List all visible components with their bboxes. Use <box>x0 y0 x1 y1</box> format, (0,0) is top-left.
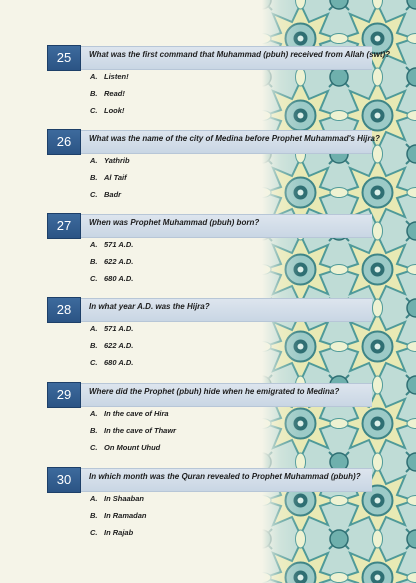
option-b: B. Al Taif <box>90 173 127 182</box>
option-a: A. In Shaaban <box>90 494 145 503</box>
option-b: B. 622 A.D. <box>90 341 134 350</box>
question-text: In what year A.D. was the Hijra? <box>89 302 210 311</box>
question-text: What was the name of the city of Medina before Prophet Muhammad's Hijra? <box>89 134 380 143</box>
option-b: B. Read! <box>90 89 125 98</box>
question-text: When was Prophet Muhammad (pbuh) born? <box>89 218 260 227</box>
option-b: B. In Ramadan <box>90 511 147 520</box>
question-text: In which month was the Quran revealed to Prophet Muhammad (pbuh)? <box>89 472 361 481</box>
option-c: C. In Rajab <box>90 528 134 537</box>
question-number: 30 <box>47 467 81 493</box>
question-number: 29 <box>47 382 81 408</box>
option-b: B. 622 A.D. <box>90 257 134 266</box>
option-a: A. 571 A.D. <box>90 324 134 333</box>
islamic-pattern-decoration <box>262 0 416 583</box>
question-text: What was the first command that Muhammad (pbuh) received from Allah (swt)? <box>89 50 391 59</box>
option-a: A. In the cave of Hira <box>90 409 169 418</box>
question-number: 25 <box>47 45 81 71</box>
option-c: C. Look! <box>90 106 125 115</box>
question-number: 27 <box>47 213 81 239</box>
option-c: C. 680 A.D. <box>90 358 134 367</box>
option-a: A. Yathrib <box>90 156 130 165</box>
question-number: 26 <box>47 129 81 155</box>
question-number: 28 <box>47 297 81 323</box>
option-c: C. On Mount Uhud <box>90 443 161 452</box>
option-c: C. 680 A.D. <box>90 274 134 283</box>
option-b: B. In the cave of Thawr <box>90 426 177 435</box>
option-a: A. 571 A.D. <box>90 240 134 249</box>
question-text: Where did the Prophet (pbuh) hide when he emigrated to Medina? <box>89 387 340 396</box>
option-a: A. Listen! <box>90 72 129 81</box>
option-c: C. Badr <box>90 190 122 199</box>
